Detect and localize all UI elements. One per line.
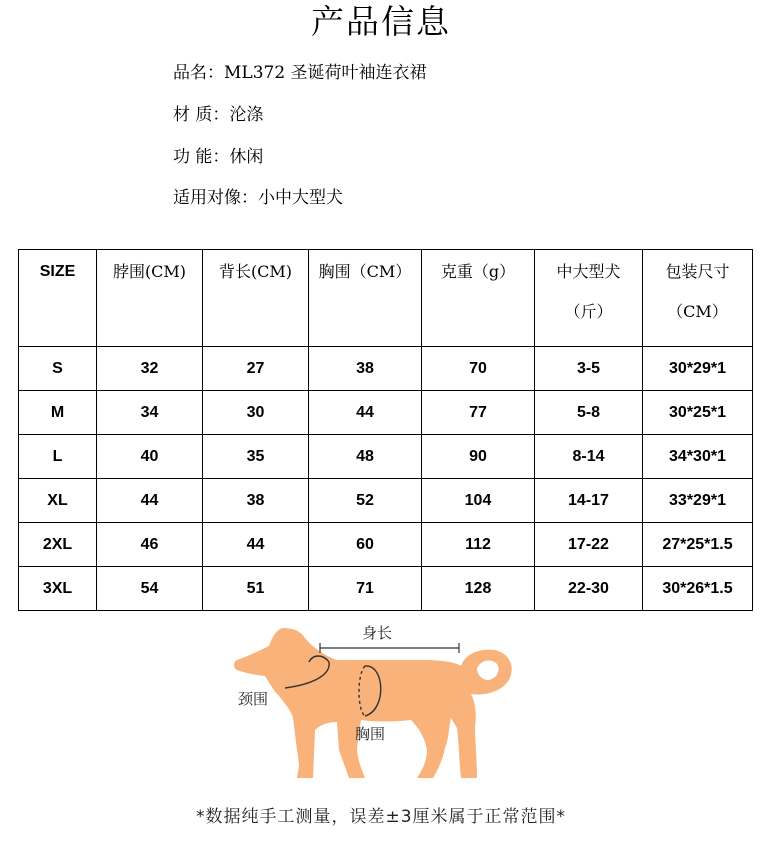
measurement-note: *数据纯手工测量，误差±3厘米属于正常范围* xyxy=(195,807,567,827)
header-cell-dog-size: 中大型犬 （斤） xyxy=(535,250,643,347)
table-cell: 44 xyxy=(309,391,422,435)
table-cell: 33*29*1 xyxy=(643,479,753,523)
table-cell: 71 xyxy=(309,567,422,611)
header-cell-size: SIZE xyxy=(19,250,97,347)
table-cell: 34*30*1 xyxy=(643,435,753,479)
info-name-value: ML372 圣诞荷叶袖连衣裙 xyxy=(224,63,427,83)
table-cell: 54 xyxy=(97,567,203,611)
info-target-row xyxy=(173,187,343,209)
info-function-label: 功 能： xyxy=(173,147,230,167)
table-cell: 30*26*1.5 xyxy=(643,567,753,611)
table-cell: 38 xyxy=(203,479,309,523)
table-cell: 5-8 xyxy=(535,391,643,435)
page-title: 产品信息 xyxy=(311,2,451,41)
table-row xyxy=(19,435,753,479)
table-cell: 30 xyxy=(203,391,309,435)
table-cell: S xyxy=(19,347,97,391)
table-cell: 90 xyxy=(422,435,535,479)
table-cell: 51 xyxy=(203,567,309,611)
info-material-row xyxy=(173,104,263,126)
table-row xyxy=(19,347,753,391)
info-material-label: 材 质： xyxy=(173,105,230,125)
size-table-header-row xyxy=(19,250,753,347)
header-cell-package-size: 包装尺寸 （CM） xyxy=(643,250,753,347)
table-cell: 35 xyxy=(203,435,309,479)
table-cell: 112 xyxy=(422,523,535,567)
table-cell: 2XL xyxy=(19,523,97,567)
table-cell: 32 xyxy=(97,347,203,391)
table-cell: 30*29*1 xyxy=(643,347,753,391)
neck-label: 颈围 xyxy=(238,690,269,708)
table-row xyxy=(19,567,753,611)
table-cell: 77 xyxy=(422,391,535,435)
table-cell: M xyxy=(19,391,97,435)
table-row xyxy=(19,479,753,523)
header-cell-back-length: 背长(CM) xyxy=(203,250,309,347)
info-material-value: 沦涤 xyxy=(229,105,264,125)
table-cell: 60 xyxy=(309,523,422,567)
table-cell: 104 xyxy=(422,479,535,523)
info-function-row xyxy=(173,146,263,168)
table-cell: 44 xyxy=(97,479,203,523)
info-name-label: 品名： xyxy=(173,63,224,83)
info-target-label: 适用对像： xyxy=(173,188,258,208)
info-name-row xyxy=(173,62,427,84)
table-cell: 27 xyxy=(203,347,309,391)
table-cell: 46 xyxy=(97,523,203,567)
table-cell: 48 xyxy=(309,435,422,479)
table-cell: 34 xyxy=(97,391,203,435)
dog-silhouette-icon xyxy=(234,628,512,778)
table-cell: 52 xyxy=(309,479,422,523)
table-cell: 22-30 xyxy=(535,567,643,611)
table-cell: 3-5 xyxy=(535,347,643,391)
info-target-value: 小中大型犬 xyxy=(258,188,343,208)
table-cell: 30*25*1 xyxy=(643,391,753,435)
chest-label: 胸围 xyxy=(355,725,386,743)
header-cell-neck: 脖围(CM) xyxy=(97,250,203,347)
table-cell: 17-22 xyxy=(535,523,643,567)
table-cell: XL xyxy=(19,479,97,523)
header-cell-chest: 胸围（CM） xyxy=(309,250,422,347)
size-table xyxy=(18,249,753,611)
table-cell: 40 xyxy=(97,435,203,479)
table-cell: L xyxy=(19,435,97,479)
table-cell: 8-14 xyxy=(535,435,643,479)
table-row xyxy=(19,391,753,435)
header-cell-weight: 克重（g） xyxy=(422,250,535,347)
table-cell: 128 xyxy=(422,567,535,611)
table-cell: 14-17 xyxy=(535,479,643,523)
table-cell: 38 xyxy=(309,347,422,391)
table-cell: 70 xyxy=(422,347,535,391)
table-cell: 44 xyxy=(203,523,309,567)
table-cell: 27*25*1.5 xyxy=(643,523,753,567)
info-function-value: 休闲 xyxy=(229,147,264,167)
table-cell: 3XL xyxy=(19,567,97,611)
body-length-label: 身长 xyxy=(362,624,393,642)
table-row xyxy=(19,523,753,567)
